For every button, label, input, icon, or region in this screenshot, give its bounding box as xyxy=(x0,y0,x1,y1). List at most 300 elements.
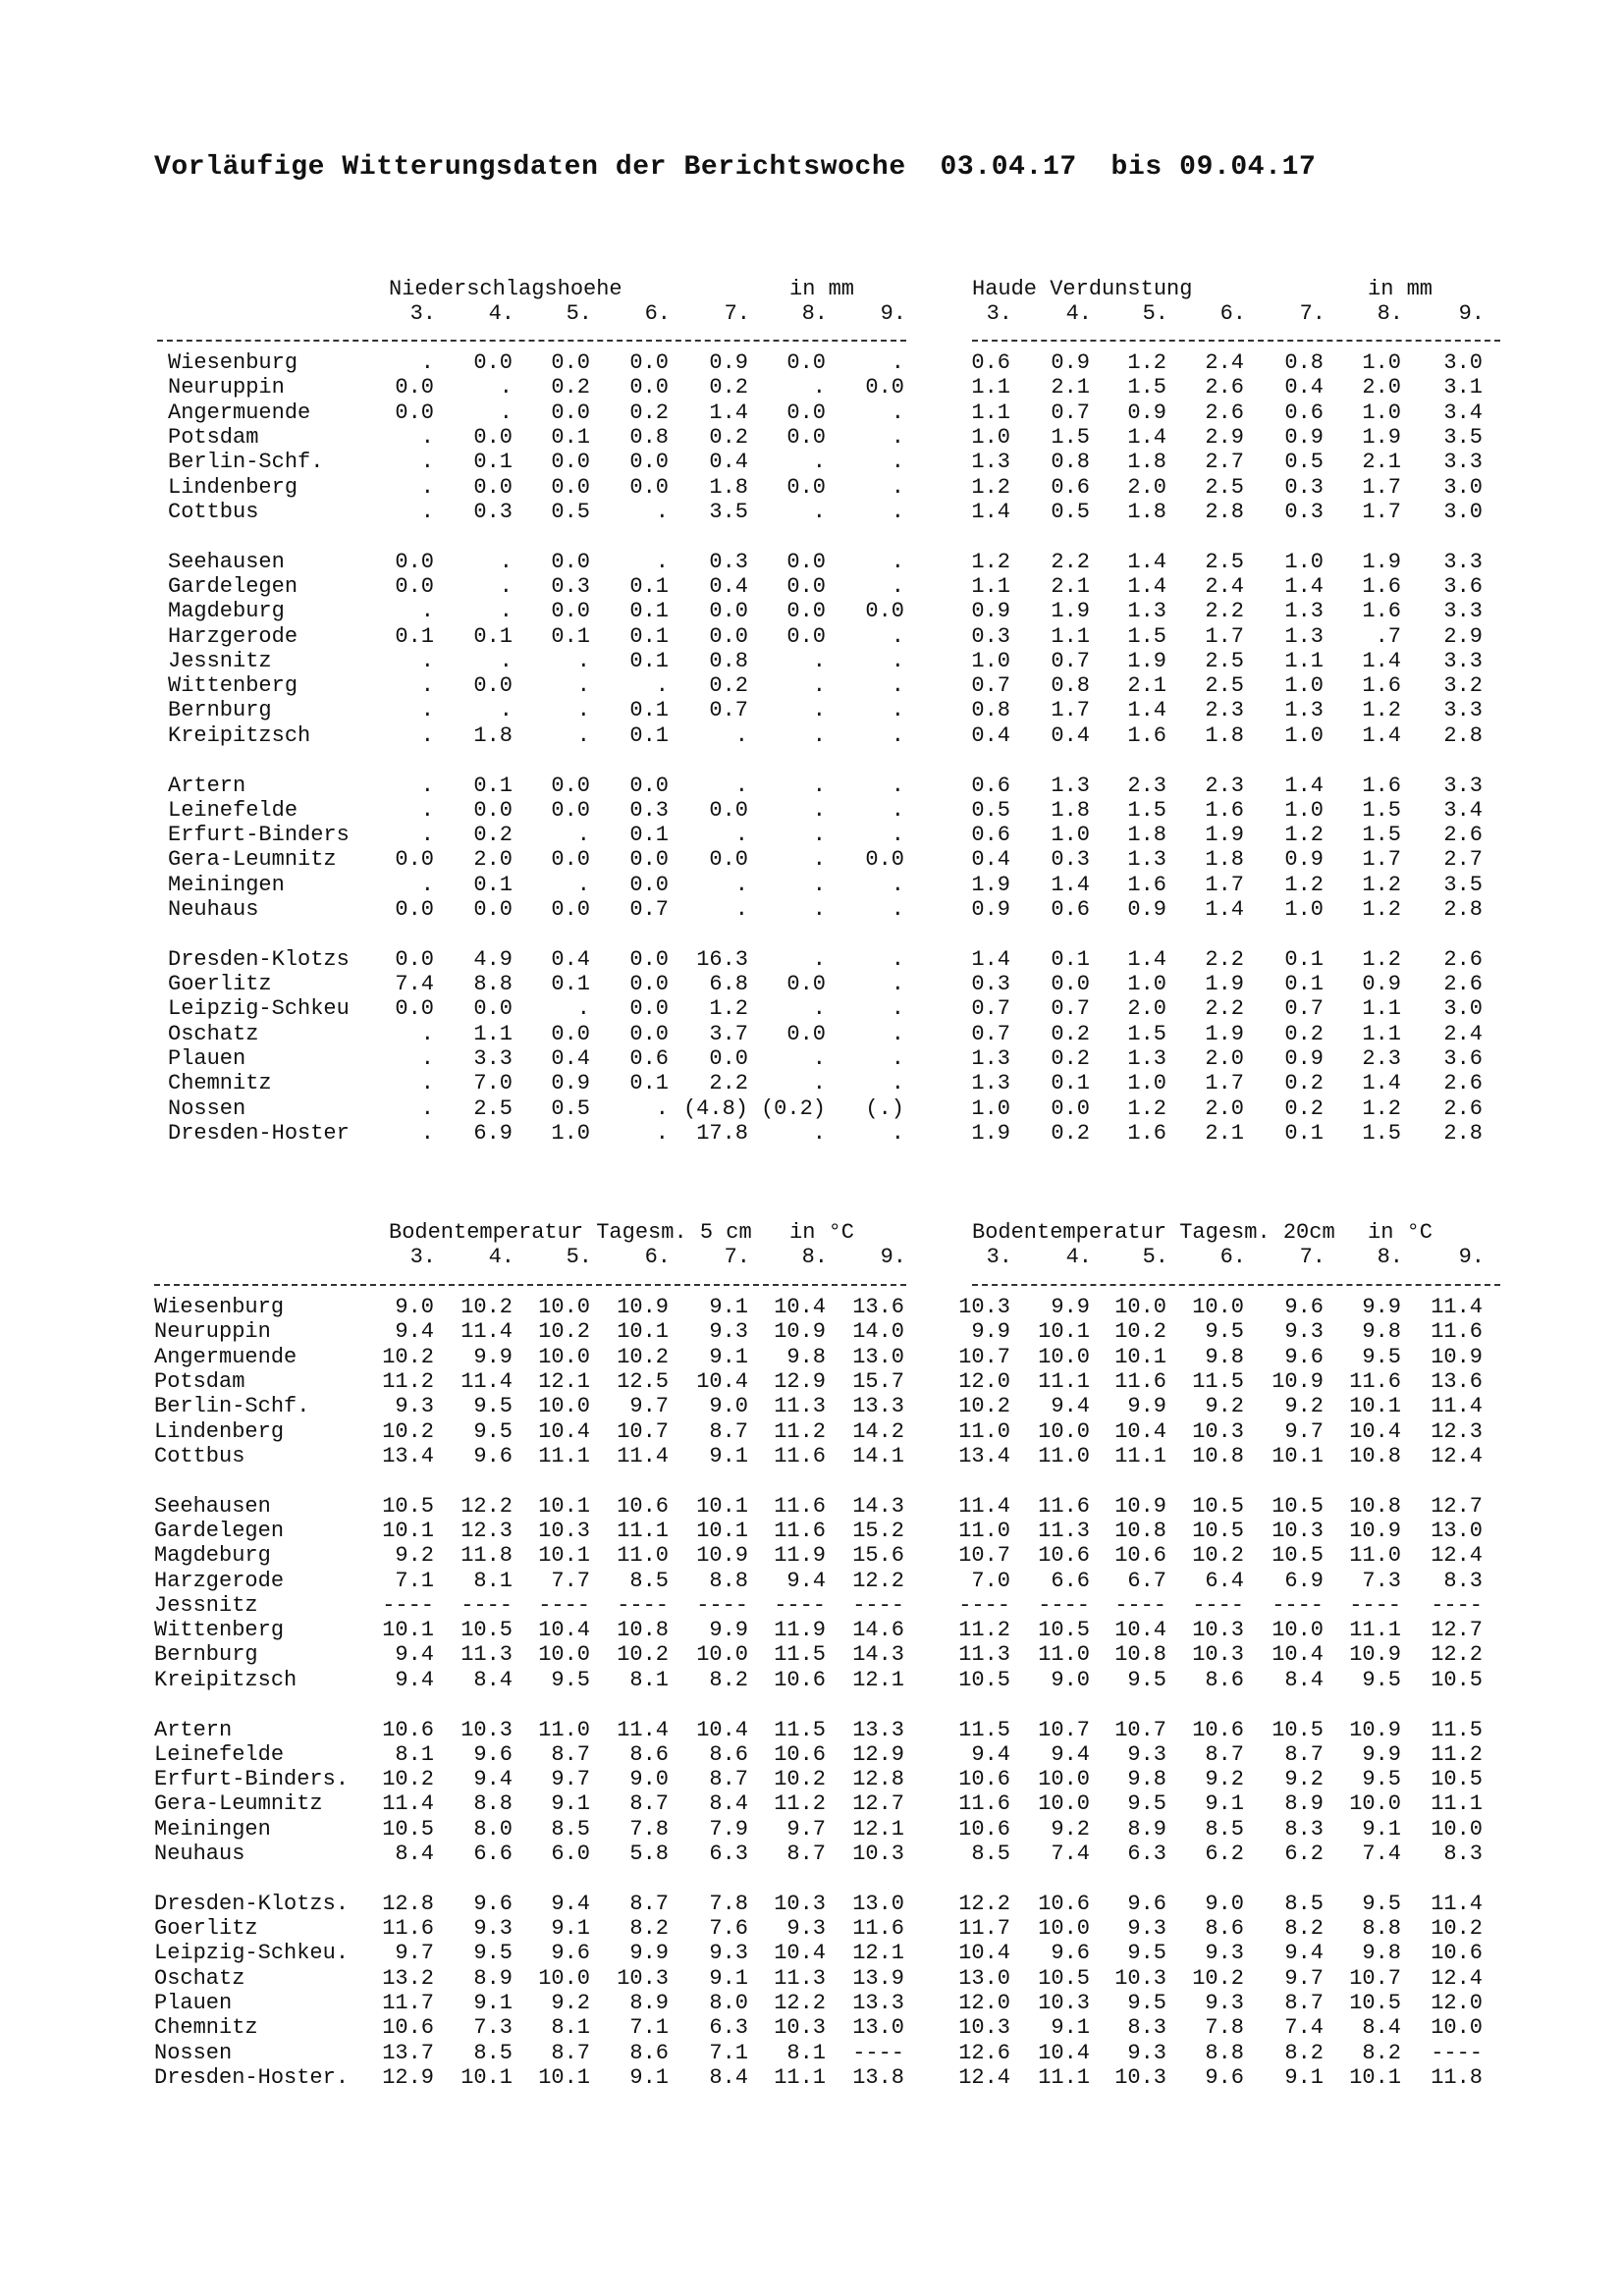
table-cell: 0.7 xyxy=(709,698,748,723)
table-cell: 1.6 xyxy=(1127,1120,1166,1146)
table-cell: 10.3 xyxy=(852,1842,904,1866)
table-cell: 9.1 xyxy=(709,1344,748,1369)
table-cell: 13.8 xyxy=(852,2064,904,2090)
table-cell: 1.9 xyxy=(971,1120,1010,1146)
table-cell: 11.0 xyxy=(617,1543,669,1569)
table-cell: . xyxy=(812,1120,826,1146)
table-cell: . xyxy=(420,773,434,798)
table-cell: 9.1 xyxy=(551,1916,590,1942)
bottom-day-label: 7. xyxy=(1299,1245,1325,1269)
table-cell: 1.2 xyxy=(971,474,1010,500)
table-cell: . xyxy=(812,797,826,823)
table-cell: 0.0 xyxy=(395,946,434,972)
table-cell: 0.9 xyxy=(1127,897,1166,922)
table-cell: 0.0 xyxy=(395,549,434,574)
table-cell: 10.3 xyxy=(1038,1991,1090,2015)
table-cell: 0.0 xyxy=(1051,972,1090,997)
table-cell: 14.3 xyxy=(852,1493,904,1519)
table-cell: 8.3 xyxy=(1284,1816,1324,1842)
table-cell: 10.6 xyxy=(958,1816,1010,1842)
table-cell: 8.7 xyxy=(709,1767,748,1792)
table-cell: 0.2 xyxy=(1284,1021,1324,1046)
table-cell: 0.3 xyxy=(709,549,748,574)
table-cell: 11.5 xyxy=(774,1717,826,1742)
top-day-label: 8. xyxy=(1377,301,1403,326)
table-cell: 9.3 xyxy=(786,1916,826,1942)
table-cell: 9.4 xyxy=(1051,1741,1090,1767)
station-name: Berlin-Schf. xyxy=(168,450,324,475)
table-cell: 0.0 xyxy=(395,375,434,400)
table-cell: 11.4 xyxy=(1431,1394,1483,1419)
table-cell: . xyxy=(734,897,748,922)
table-cell: 7.8 xyxy=(709,1891,748,1916)
table-cell: 11.4 xyxy=(1431,1891,1483,1916)
table-cell: 2.0 xyxy=(1205,1095,1244,1121)
table-cell: 9.3 xyxy=(395,1394,434,1419)
table-cell: 0.2 xyxy=(1284,1071,1324,1096)
table-cell: . xyxy=(576,996,590,1022)
table-cell: 13.7 xyxy=(382,2040,434,2065)
table-cell: 0.0 xyxy=(629,996,669,1022)
table-cell: 1.2 xyxy=(1362,872,1401,897)
table-cell: 10.1 xyxy=(1114,1344,1166,1369)
table-cell: 9.3 xyxy=(1205,1991,1244,2015)
table-cell: . xyxy=(499,648,513,673)
table-cell: 11.6 xyxy=(774,1493,826,1519)
table-cell: . xyxy=(891,1046,904,1071)
table-cell: 10.8 xyxy=(1114,1518,1166,1543)
table-cell: 0.3 xyxy=(971,623,1010,649)
table-cell: 6.2 xyxy=(1284,1842,1324,1866)
table-cell: 2.6 xyxy=(1443,1095,1483,1121)
station-name: Cottbus xyxy=(154,1443,245,1468)
station-name: Gera-Leumnitz xyxy=(154,1791,323,1817)
table-cell: 0.7 xyxy=(971,673,1010,699)
table-cell: 0.0 xyxy=(786,549,826,574)
table-cell: 0.0 xyxy=(473,350,513,375)
table-cell: . xyxy=(891,698,904,723)
table-cell: 1.0 xyxy=(1284,722,1324,748)
table-cell: 0.0 xyxy=(629,450,669,475)
table-cell: 0.1 xyxy=(473,872,513,897)
table-cell: 10.0 xyxy=(1038,1791,1090,1817)
table-cell: 1.3 xyxy=(1284,599,1324,624)
table-cell: 2.4 xyxy=(1205,573,1244,599)
table-cell: . xyxy=(499,599,513,624)
table-cell: 8.5 xyxy=(629,1568,669,1593)
table-cell: 0.0 xyxy=(709,623,748,649)
table-cell: 0.0 xyxy=(473,673,513,699)
table-cell: . xyxy=(812,847,826,873)
table-cell: 9.1 xyxy=(473,1991,513,2015)
table-cell: 1.1 xyxy=(473,1021,513,1046)
table-cell: 9.5 xyxy=(1127,1667,1166,1692)
table-cell: 8.2 xyxy=(709,1667,748,1692)
table-cell: 11.4 xyxy=(1431,1295,1483,1319)
table-cell: 1.1 xyxy=(1051,623,1090,649)
station-name: Berlin-Schf. xyxy=(154,1394,310,1419)
table-cell: 13.9 xyxy=(852,1965,904,1991)
table-cell: . xyxy=(891,897,904,922)
table-cell: 1.7 xyxy=(1362,847,1401,873)
table-cell: 9.0 xyxy=(709,1394,748,1419)
table-cell: 10.2 xyxy=(617,1344,669,1369)
table-cell: 10.0 xyxy=(1431,1816,1483,1842)
table-cell: 11.6 xyxy=(382,1916,434,1942)
table-cell: 1.7 xyxy=(1205,1071,1244,1096)
table-cell: . xyxy=(734,872,748,897)
table-cell: . xyxy=(812,1046,826,1071)
table-cell: 10.7 xyxy=(1114,1717,1166,1742)
table-cell: 10.5 xyxy=(460,1618,513,1643)
table-cell: 9.2 xyxy=(1284,1767,1324,1792)
table-cell: 9.4 xyxy=(786,1568,826,1593)
table-cell: 0.1 xyxy=(395,623,434,649)
station-name: Kreipitzsch xyxy=(154,1667,298,1692)
top-day-label: 3. xyxy=(409,301,436,326)
table-cell: 2.0 xyxy=(1127,996,1166,1022)
table-cell: 10.9 xyxy=(1349,1717,1401,1742)
station-name: Erfurt-Binders xyxy=(168,823,350,848)
table-cell: 0.0 xyxy=(786,1021,826,1046)
table-cell: 0.7 xyxy=(971,996,1010,1022)
table-cell: 9.6 xyxy=(1127,1891,1166,1916)
table-cell: 9.0 xyxy=(629,1767,669,1792)
station-name: Gardelegen xyxy=(154,1518,285,1543)
table-cell: 9.4 xyxy=(971,1741,1010,1767)
table-cell: 9.4 xyxy=(1051,1394,1090,1419)
table-cell: 9.3 xyxy=(1284,1319,1324,1345)
table-cell: 7.9 xyxy=(709,1816,748,1842)
table-cell: 12.4 xyxy=(1431,1443,1483,1468)
table-cell: 12.0 xyxy=(1431,1991,1483,2015)
table-cell: 10.5 xyxy=(1192,1518,1244,1543)
table-cell: . xyxy=(812,698,826,723)
soil5-unit: in °C xyxy=(789,1220,855,1245)
table-cell: 12.7 xyxy=(852,1791,904,1817)
table-cell: 10.4 xyxy=(1038,2040,1090,2065)
table-cell: 0.1 xyxy=(629,599,669,624)
table-cell: 8.2 xyxy=(1284,2040,1324,2065)
table-cell: 0.9 xyxy=(971,897,1010,922)
table-cell: 3.2 xyxy=(1443,673,1483,699)
table-cell: 0.1 xyxy=(629,698,669,723)
table-cell: 10.6 xyxy=(958,1767,1010,1792)
table-cell: 2.6 xyxy=(1443,946,1483,972)
table-cell: 2.8 xyxy=(1443,1120,1483,1146)
table-cell: 9.3 xyxy=(1127,2040,1166,2065)
table-cell: . xyxy=(420,424,434,450)
table-cell: 13.0 xyxy=(852,1891,904,1916)
table-cell: 8.3 xyxy=(1443,1842,1483,1866)
table-cell: 9.6 xyxy=(473,1891,513,1916)
table-cell: 0.0 xyxy=(709,797,748,823)
table-cell: 10.9 xyxy=(774,1319,826,1345)
table-cell: 2.6 xyxy=(1443,823,1483,848)
table-cell: 2.5 xyxy=(1205,673,1244,699)
table-cell: 13.6 xyxy=(1431,1368,1483,1394)
table-cell: . xyxy=(812,450,826,475)
table-cell: . xyxy=(734,773,748,798)
table-cell: 1.3 xyxy=(1127,599,1166,624)
station-name: Meiningen xyxy=(154,1816,271,1842)
table-cell: 9.5 xyxy=(473,1941,513,1966)
table-cell: . xyxy=(420,722,434,748)
table-cell: 8.2 xyxy=(1362,2040,1401,2065)
table-cell: ---- xyxy=(1431,2040,1483,2065)
table-cell: . xyxy=(891,450,904,475)
table-cell: 0.0 xyxy=(629,375,669,400)
table-cell: 0.0 xyxy=(473,474,513,500)
table-cell: 0.0 xyxy=(473,424,513,450)
table-cell: 0.1 xyxy=(551,972,590,997)
table-cell: 8.7 xyxy=(629,1891,669,1916)
table-cell: 10.0 xyxy=(1038,1916,1090,1942)
table-cell: 10.9 xyxy=(617,1295,669,1319)
table-cell: 1.4 xyxy=(1127,946,1166,972)
table-cell: . xyxy=(420,1046,434,1071)
table-cell: 0.6 xyxy=(1051,897,1090,922)
table-cell: 2.0 xyxy=(1127,474,1166,500)
table-cell: .7 xyxy=(1375,623,1401,649)
table-cell: 11.1 xyxy=(1114,1443,1166,1468)
station-name: Erfurt-Binders. xyxy=(154,1767,350,1792)
table-cell: 10.2 xyxy=(382,1344,434,1369)
table-cell: 2.5 xyxy=(1205,648,1244,673)
top-day-label: 7. xyxy=(724,301,750,326)
table-cell: 9.4 xyxy=(551,1891,590,1916)
table-cell: 1.4 xyxy=(709,400,748,425)
station-name: Harzgerode xyxy=(154,1568,285,1593)
table-cell: 0.4 xyxy=(971,847,1010,873)
table-cell: 13.0 xyxy=(852,1344,904,1369)
table-cell: . xyxy=(420,599,434,624)
station-name: Plauen xyxy=(168,1046,246,1071)
table-cell: 9.7 xyxy=(1284,1418,1324,1444)
table-cell: 0.4 xyxy=(971,722,1010,748)
table-cell: 0.0 xyxy=(551,450,590,475)
table-cell: 10.5 xyxy=(958,1667,1010,1692)
table-cell: 8.7 xyxy=(629,1791,669,1817)
table-cell: 1.8 xyxy=(709,474,748,500)
table-cell: 10.5 xyxy=(1271,1717,1324,1742)
table-cell: . xyxy=(891,424,904,450)
table-cell: 8.1 xyxy=(395,1741,434,1767)
table-cell: 0.0 xyxy=(786,573,826,599)
table-cell: 1.4 xyxy=(1127,549,1166,574)
table-cell: 1.0 xyxy=(1362,400,1401,425)
table-cell: 0.7 xyxy=(1051,996,1090,1022)
table-cell: 1.0 xyxy=(551,1120,590,1146)
table-cell: 1.5 xyxy=(1127,375,1166,400)
table-cell: 0.0 xyxy=(865,375,904,400)
table-cell: 0.2 xyxy=(709,673,748,699)
table-cell: 11.3 xyxy=(958,1642,1010,1668)
table-cell: 9.7 xyxy=(1284,1965,1324,1991)
table-cell: 9.3 xyxy=(1127,1741,1166,1767)
table-cell: 2.8 xyxy=(1443,722,1483,748)
table-cell: . xyxy=(812,673,826,699)
table-cell: 0.1 xyxy=(1284,946,1324,972)
table-cell: 9.5 xyxy=(1205,1319,1244,1345)
top-day-label: 8. xyxy=(801,301,828,326)
table-cell: 8.9 xyxy=(1284,1791,1324,1817)
table-cell: 1.7 xyxy=(1205,623,1244,649)
table-cell: 8.5 xyxy=(971,1842,1010,1866)
table-cell: 1.0 xyxy=(971,1095,1010,1121)
table-cell: . xyxy=(420,474,434,500)
table-cell: 2.2 xyxy=(709,1071,748,1096)
precip-unit: in mm xyxy=(789,277,855,301)
table-cell: . xyxy=(891,573,904,599)
station-name: Kreipitzsch xyxy=(168,722,311,748)
table-cell: 7.1 xyxy=(709,2040,748,2065)
table-cell: 1.9 xyxy=(1205,823,1244,848)
station-name: Wittenberg xyxy=(168,673,298,699)
table-cell: 11.3 xyxy=(460,1642,513,1668)
table-cell: 9.2 xyxy=(1284,1394,1324,1419)
table-cell: 8.2 xyxy=(629,1916,669,1942)
table-cell: 0.3 xyxy=(1284,474,1324,500)
soil5-title: Bodentemperatur Tagesm. 5 cm xyxy=(389,1220,752,1245)
table-cell: 11.8 xyxy=(1431,2064,1483,2090)
table-cell: 1.0 xyxy=(1051,823,1090,848)
table-cell: 0.1 xyxy=(551,424,590,450)
table-cell: 12.2 xyxy=(958,1891,1010,1916)
table-cell: 2.3 xyxy=(1205,773,1244,798)
table-cell: 10.1 xyxy=(1038,1319,1090,1345)
table-cell: 10.0 xyxy=(538,1965,590,1991)
table-cell: 0.7 xyxy=(1051,648,1090,673)
table-cell: 8.3 xyxy=(1443,1568,1483,1593)
table-cell: 1.9 xyxy=(1362,424,1401,450)
table-cell: 3.6 xyxy=(1443,1046,1483,1071)
table-cell: 11.2 xyxy=(958,1618,1010,1643)
table-cell: . xyxy=(891,673,904,699)
top-day-label: 5. xyxy=(566,301,592,326)
table-cell: 2.4 xyxy=(1443,1021,1483,1046)
bottom-day-label: 6. xyxy=(1219,1245,1246,1269)
table-cell: 10.0 xyxy=(1192,1295,1244,1319)
table-cell: . xyxy=(576,673,590,699)
table-cell: 9.7 xyxy=(551,1767,590,1792)
table-cell: 9.3 xyxy=(1205,1941,1244,1966)
table-cell: 6.0 xyxy=(551,1842,590,1866)
table-cell: 3.3 xyxy=(1443,698,1483,723)
table-cell: . xyxy=(576,872,590,897)
table-cell: 8.9 xyxy=(629,1991,669,2015)
table-cell: 8.6 xyxy=(1205,1916,1244,1942)
bottom-day-label: 6. xyxy=(644,1245,671,1269)
table-cell: 1.4 xyxy=(971,499,1010,524)
table-cell: 3.5 xyxy=(1443,424,1483,450)
table-cell: 2.6 xyxy=(1443,1071,1483,1096)
table-cell: 13.2 xyxy=(382,1965,434,1991)
table-cell: 10.0 xyxy=(1038,1418,1090,1444)
table-cell: 1.8 xyxy=(473,722,513,748)
table-cell: 0.1 xyxy=(629,1071,669,1096)
table-cell: 12.4 xyxy=(1431,1965,1483,1991)
table-cell: 7.4 xyxy=(1051,1842,1090,1866)
table-cell: 2.1 xyxy=(1205,1120,1244,1146)
table-cell: 10.7 xyxy=(617,1418,669,1444)
table-cell: 0.9 xyxy=(1284,847,1324,873)
table-cell: 0.0 xyxy=(551,773,590,798)
table-cell: 1.2 xyxy=(1284,872,1324,897)
table-cell: 10.6 xyxy=(1192,1717,1244,1742)
table-cell: . xyxy=(655,1120,669,1146)
table-cell: 0.0 xyxy=(551,797,590,823)
table-cell: 1.8 xyxy=(1205,722,1244,748)
table-cell: 10.3 xyxy=(1114,1965,1166,1991)
table-cell: 10.9 xyxy=(696,1543,748,1569)
station-name: Gera-Leumnitz xyxy=(168,847,337,873)
table-cell: 1.9 xyxy=(1127,648,1166,673)
table-cell: 6.7 xyxy=(1127,1568,1166,1593)
table-cell: 9.0 xyxy=(1205,1891,1244,1916)
table-cell: 9.2 xyxy=(1051,1816,1090,1842)
table-cell: 0.1 xyxy=(629,648,669,673)
table-cell: 10.4 xyxy=(1271,1642,1324,1668)
table-cell: 1.8 xyxy=(1127,823,1166,848)
table-cell: 12.1 xyxy=(852,1816,904,1842)
divider xyxy=(157,340,906,342)
table-cell: 11.1 xyxy=(1431,1791,1483,1817)
table-cell: 11.6 xyxy=(774,1443,826,1468)
table-cell: 11.6 xyxy=(958,1791,1010,1817)
table-cell: 1.0 xyxy=(971,424,1010,450)
table-cell: 2.2 xyxy=(1051,549,1090,574)
table-cell: 0.0 xyxy=(551,549,590,574)
table-cell: 3.3 xyxy=(1443,549,1483,574)
table-cell: . xyxy=(812,823,826,848)
table-cell: 10.8 xyxy=(617,1618,669,1643)
table-cell: 8.5 xyxy=(551,1816,590,1842)
table-cell: 9.0 xyxy=(395,1295,434,1319)
table-cell: 11.4 xyxy=(958,1493,1010,1519)
table-cell: . xyxy=(891,400,904,425)
table-cell: 10.5 xyxy=(1271,1543,1324,1569)
station-name: Dresden-Hoster. xyxy=(154,2064,350,2090)
table-cell: 1.1 xyxy=(1284,648,1324,673)
station-name: Angermuende xyxy=(154,1344,298,1369)
table-cell: 1.2 xyxy=(1362,897,1401,922)
table-cell: 7.1 xyxy=(629,2015,669,2041)
table-cell: 11.2 xyxy=(1431,1741,1483,1767)
table-cell: 9.9 xyxy=(1051,1295,1090,1319)
table-cell: 8.9 xyxy=(473,1965,513,1991)
table-cell: 0.0 xyxy=(786,474,826,500)
table-cell: 0.1 xyxy=(473,623,513,649)
table-cell: . xyxy=(420,673,434,699)
table-cell: ---- xyxy=(538,1592,590,1618)
table-cell: . xyxy=(655,549,669,574)
table-cell: 10.2 xyxy=(774,1767,826,1792)
table-cell: ---- xyxy=(852,1592,904,1618)
table-cell: 0.0 xyxy=(709,599,748,624)
station-name: Wittenberg xyxy=(154,1618,285,1643)
table-cell: 11.6 xyxy=(852,1916,904,1942)
table-cell: 9.5 xyxy=(1362,1767,1401,1792)
table-cell: 10.3 xyxy=(460,1717,513,1742)
table-cell: 10.5 xyxy=(1271,1493,1324,1519)
table-cell: 10.0 xyxy=(538,1394,590,1419)
table-cell: 12.2 xyxy=(852,1568,904,1593)
table-cell: 0.7 xyxy=(1051,400,1090,425)
table-cell: 0.6 xyxy=(1284,400,1324,425)
table-cell: . xyxy=(734,722,748,748)
table-cell: 10.4 xyxy=(538,1418,590,1444)
